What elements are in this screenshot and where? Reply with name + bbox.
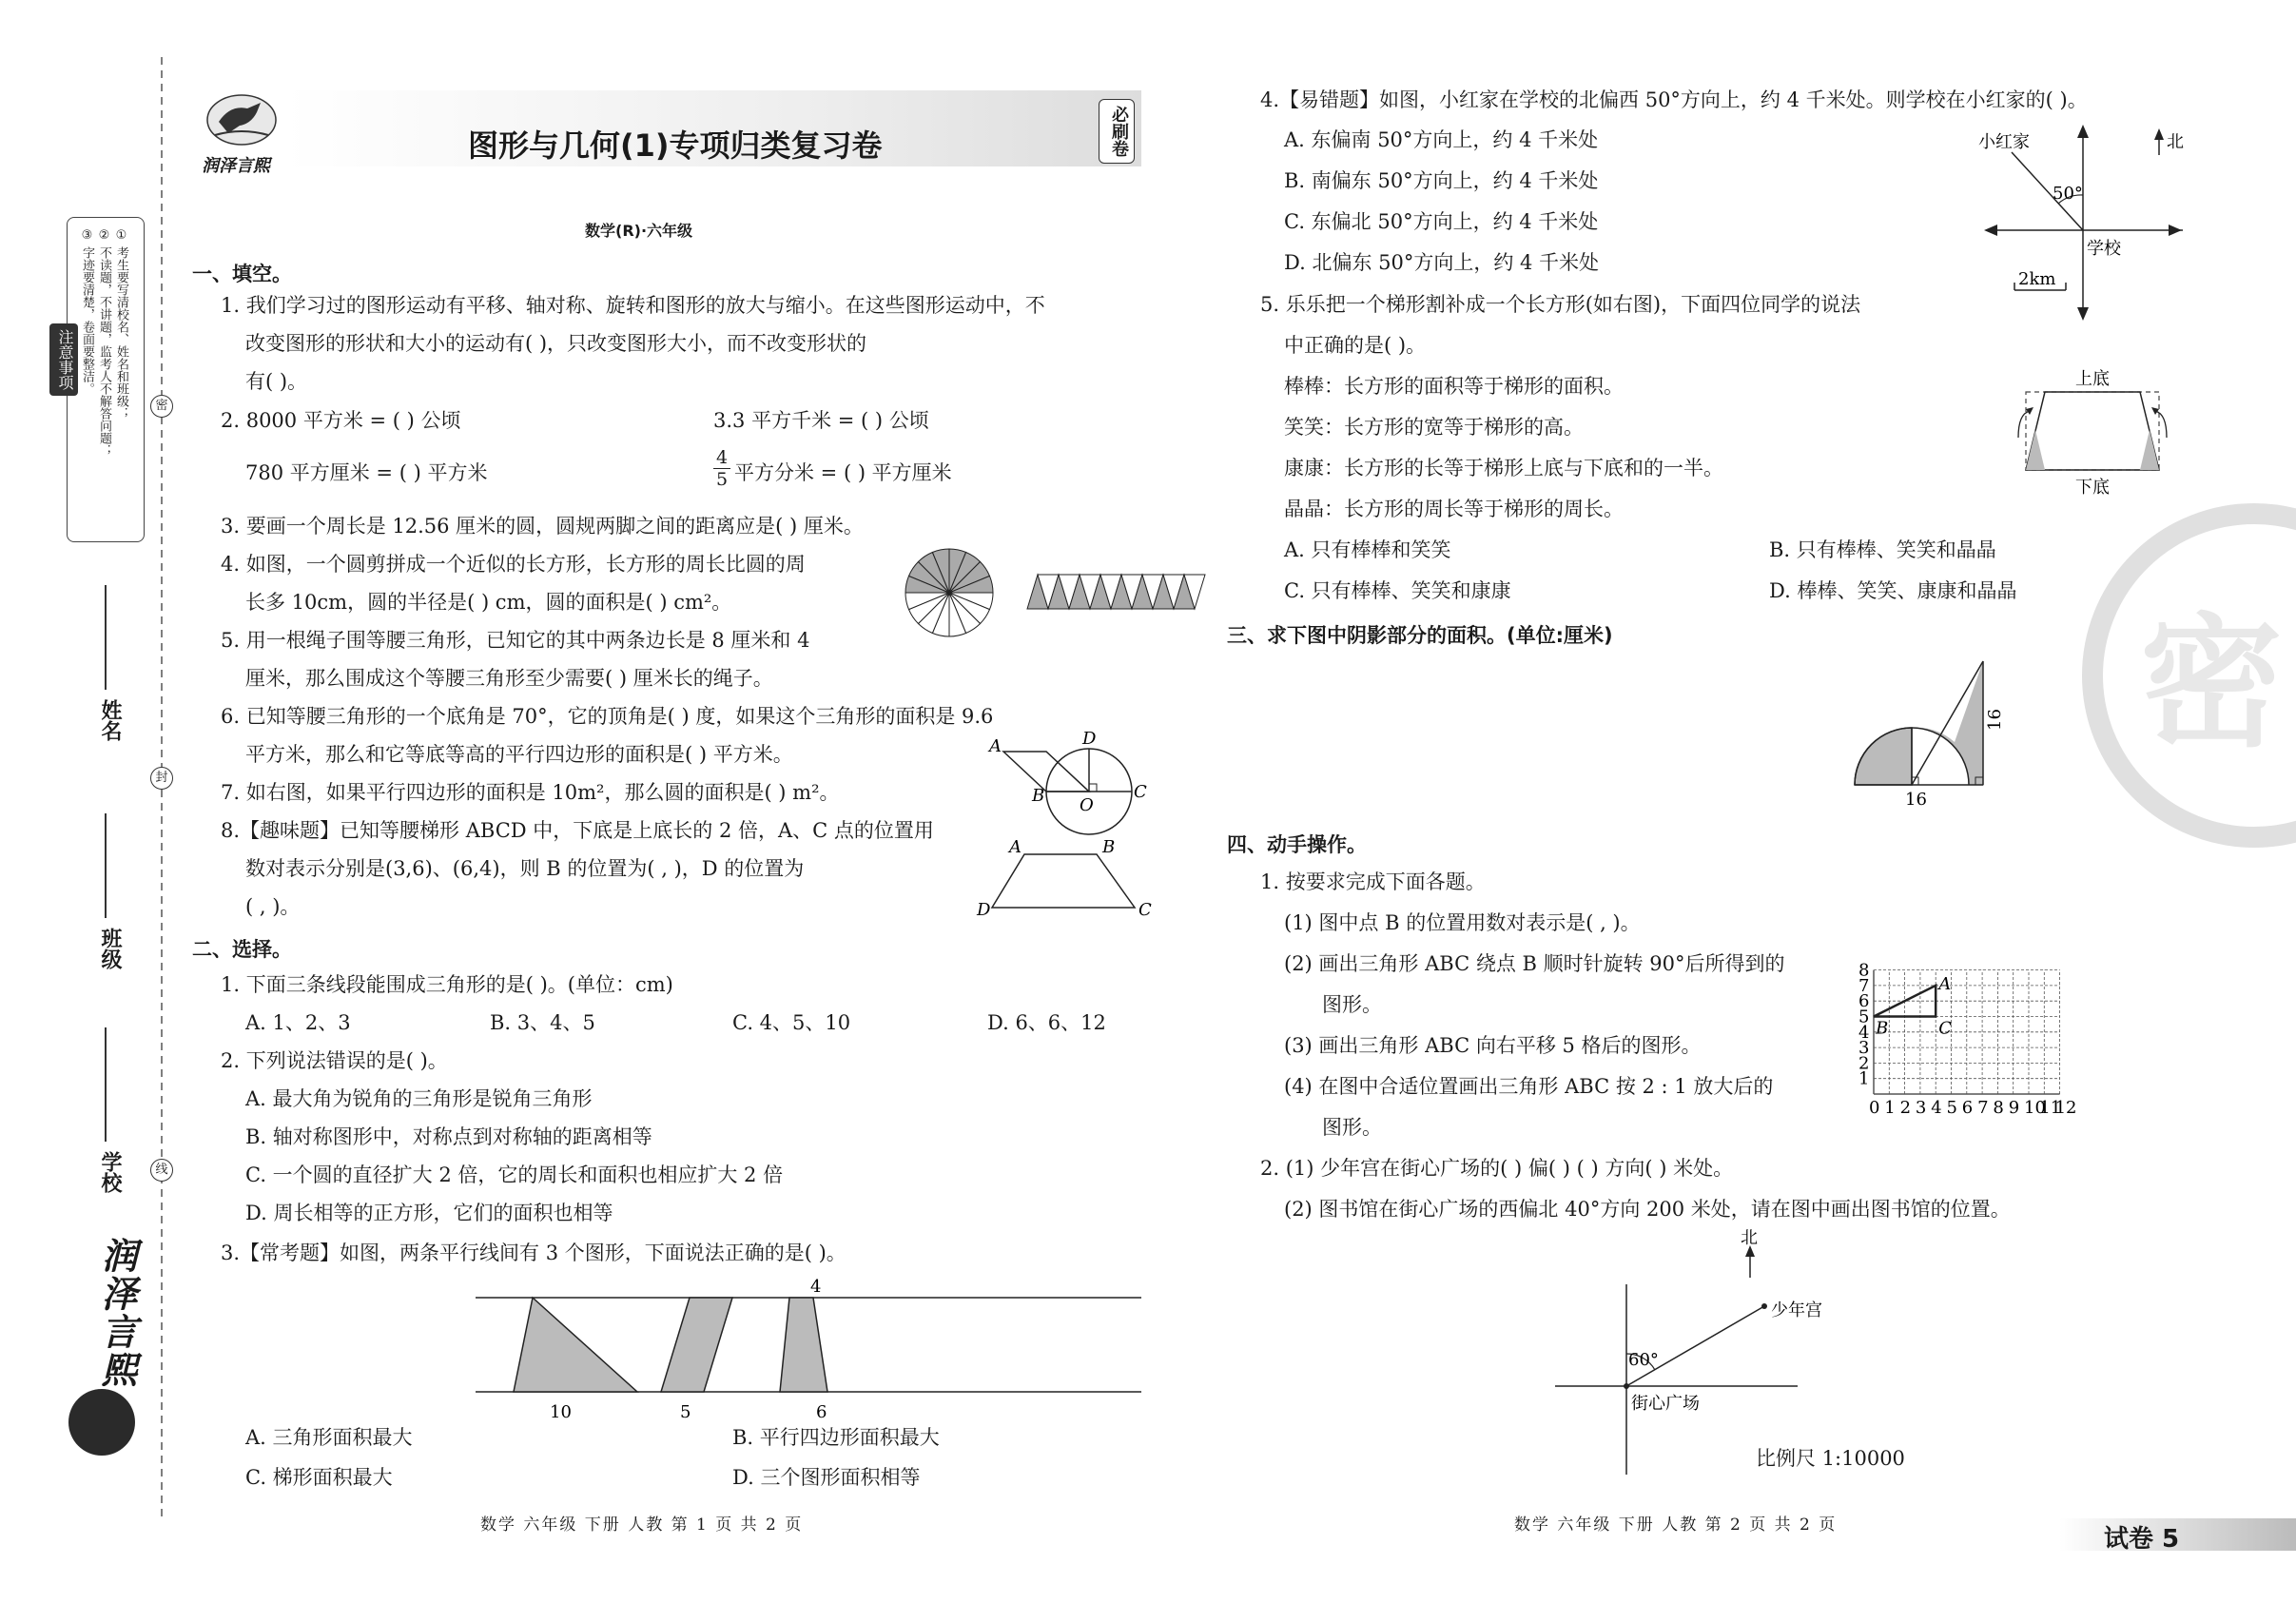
footer-right: 数学 六年级 下册 人教 第 2 页 共 2 页 [1514,1515,1838,1535]
choice-q5-opt-a[interactable]: A. 只有棒棒和笑笑 [1284,538,1451,561]
watermark-stamp [2073,504,2296,847]
choice-q1-opt-d[interactable]: D. 6、6、12 [987,1011,1106,1034]
school-line[interactable] [105,1027,107,1142]
compass-north-label: 北 [2167,132,2184,152]
q8-label-C: C [1138,900,1152,920]
grid-x-tick-label: 0 [1869,1098,1880,1118]
grid-x-tick-label: 9 [2008,1098,2020,1118]
fill-q7: 7. 如右图，如果平行四边形的面积是 10m²，那么圆的面积是( ) m²。 [221,781,840,804]
choice-q5-opt-c[interactable]: C. 只有棒棒、笑笑和康康 [1284,579,1511,602]
fill-q2-a: 2. 8000 平方米 = ( ) 公顷 [221,409,461,432]
notice-title: 注意事项 [49,323,78,396]
ops-q1-2-line1: (2) 画出三角形 ABC 绕点 B 顺时针旋转 90°后所得到的 [1284,952,1785,975]
grid-y-tick-label: 1 [1858,1068,1870,1089]
section-ops: 四、动手操作。 [1227,833,1367,856]
choice-q5-s1: 棒棒：长方形的面积等于梯形的面积。 [1284,375,1624,398]
choice-q4: 4.【易错题】如图，小红家在学校的北偏西 50°方向上，约 4 千米处。则学校在小红家的( )。 [1260,88,2088,111]
ops-q2-2: (2) 图书馆在街心广场的西偏北 40°方向 200 米处，请在图中画出图书馆的位置。 [1284,1198,2011,1221]
fill-q5-line2: 厘米，那么围成这个等腰三角形至少需要( ) 厘米长的绳子。 [245,667,773,690]
footer-tag: 试卷 5 [2104,1525,2180,1554]
choice-q3-opt-d[interactable]: D. 三个图形面积相等 [732,1466,921,1489]
brand-logo-icon [68,1389,135,1456]
grid-x-tick-label: 12 [2054,1098,2077,1118]
angle-label: 50° [2053,184,2083,204]
grid-x-tick-label: 4 [1931,1098,1942,1118]
label-5: 5 [680,1402,691,1422]
grid-y-tick-label: 6 [1858,991,1870,1012]
map-angle-label: 60° [1628,1350,1659,1370]
seal-xian: 线 [150,1159,173,1182]
choice-q2: 2. 下列说法错误的是( )。 [221,1049,448,1072]
parallel-shapes-figure [476,1275,1141,1422]
fill-q4-line2: 长多 10cm，圆的半径是( ) cm，圆的面积是( ) cm²。 [245,591,732,614]
ops-q1-4-line1: (4) 在图中合适位置画出三角形 ABC 按 2 : 1 放大后的 [1284,1075,1774,1098]
section-choice: 二、选择。 [192,938,292,961]
fill-q2-b: 3.3 平方千米 = ( ) 公顷 [713,409,929,432]
choice-q4-opt-a[interactable]: A. 东偏南 50°方向上，约 4 千米处 [1284,128,1599,151]
fraction [713,447,730,490]
triangle-shape [514,1298,637,1392]
ops-q1-3: (3) 画出三角形 ABC 向右平移 5 格后的图形。 [1284,1034,1702,1057]
grid-x-tick-label: 1 [1884,1098,1896,1118]
grid-y-tick-label: 3 [1858,1038,1870,1059]
horse-logo-icon [202,91,282,148]
choice-q1-opt-b[interactable]: B. 3、4、5 [490,1011,595,1034]
q8-label-D: D [977,900,991,920]
q8-label-A: A [1009,837,1022,857]
compass-figure [1978,119,2188,319]
name-line[interactable] [105,585,107,690]
grid-x-tick-label: 8 [1993,1098,2004,1118]
choice-q5-opt-d[interactable]: D. 棒棒、笑笑、康康和晶晶 [1769,579,2017,602]
ops-q1-2-line2: 图形。 [1322,993,1382,1016]
coordinate-grid[interactable] [1850,909,2154,1127]
point-a-label: A [1938,973,1952,994]
map-scale: 比例尺 1:10000 [1756,1447,1905,1470]
fill-q5-line1: 5. 用一根绳子围等腰三角形，已知它的其中两条边长是 8 厘米和 4 [221,629,810,652]
seal-feng: 封 [150,767,173,790]
q7-label-O: O [1080,795,1094,815]
fill-q4-line1: 4. 如图，一个圆剪拼成一个近似的长方形，长方形的周长比圆的周 [221,553,806,576]
logo-text: 润泽言熙 [202,156,270,176]
choice-q3-opt-a[interactable]: A. 三角形面积最大 [245,1426,413,1449]
notice-item: ② 不读题，不讲题，监考人不解答问题； [97,228,111,458]
home-label: 小红家 [1978,132,2030,152]
fill-q3: 3. 要画一个周长是 12.56 厘米的圆，圆规两脚之间的距离应是( ) 厘米。 [221,515,864,538]
section-shaded: 三、求下图中阴影部分的面积。(单位:厘米) [1227,624,1613,647]
fraction-denominator: 5 [715,469,729,490]
notice-item: ① 考生要写清校名、姓名和班级； [114,228,128,420]
footer-left: 数学 六年级 下册 人教 第 1 页 共 2 页 [480,1515,804,1535]
page-title: 图形与几何(1)专项归类复习卷 [468,127,883,164]
section-fill: 一、填空。 [192,263,292,285]
ops-q1-4-line2: 图形。 [1322,1116,1382,1139]
fill-q8-line2: 数对表示分别是(3,6)、(6,4)，则 B 的位置为( , )，D 的位置为 [245,857,805,880]
choice-q2-opt-d[interactable]: D. 周长相等的正方形，它们的面积也相等 [245,1202,613,1224]
grid-y-tick-label: 5 [1858,1007,1870,1027]
q8-label-B: B [1102,837,1116,857]
notice-items [78,228,129,533]
choice-q4-opt-c[interactable]: C. 东偏北 50°方向上，约 4 千米处 [1284,210,1599,233]
class-line[interactable] [105,813,107,918]
choice-q5-s3: 康康：长方形的长等于梯形上底与下底和的一半。 [1284,457,1723,479]
trapezoid-cut-figure [1997,369,2188,498]
q8-trapezoid [992,854,1135,908]
circle-sectors-figure [904,547,999,642]
grid-y-tick-label: 2 [1858,1053,1870,1074]
school-fig-label: 学校 [2087,239,2121,259]
shaded-area-figure [1850,656,2012,809]
fill-q6-line2: 平方米，那么和它等底等高的平行四边形的面积是( ) 平方米。 [245,743,793,766]
grid-y-tick-label: 4 [1858,1022,1870,1043]
choice-q5-s2: 笑笑：长方形的宽等于梯形的高。 [1284,416,1584,439]
binding-dashed-line [160,0,169,1623]
fill-q1-line1: 1. 我们学习过的图形运动有平移、轴对称、旋转和图形的放大与缩小。在这些图形运动中，不 [221,294,1045,317]
ops-q1: 1. 按要求完成下面各题。 [1260,870,1486,893]
choice-q2-opt-b[interactable]: B. 轴对称图形中，对称点到对称轴的距离相等 [245,1125,652,1148]
map-north-label: 北 [1741,1228,1758,1248]
grid-x-tick-label: 11 [2039,1098,2062,1118]
choice-q1-opt-a[interactable]: A. 1、2、3 [245,1011,351,1034]
point-b-label: B [1876,1018,1889,1039]
palace-label: 少年宫 [1771,1300,1822,1320]
q7-label-A: A [989,736,1002,756]
seal-mi: 密 [150,395,173,418]
fill-q8-line3: ( , )。 [245,895,301,918]
choice-q1-opt-c[interactable]: C. 4、5、10 [732,1011,851,1034]
q8-trapezoid-figure [975,837,1156,920]
bottom-base-label: 下底 [2075,478,2110,498]
q7-label-D: D [1082,729,1097,749]
label-10: 10 [550,1402,572,1422]
grid-x-tick-label: 5 [1946,1098,1957,1118]
choice-q2-opt-c[interactable]: C. 一个圆的直径扩大 2 倍，它的周长和面积也相应扩大 2 倍 [245,1163,784,1186]
choice-q3: 3.【常考题】如图，两条平行线间有 3 个图形，下面说法正确的是( )。 [221,1242,846,1264]
choice-q4-opt-d[interactable]: D. 北偏东 50°方向上，约 4 千米处 [1284,251,1600,274]
fill-q1-line2: 改变图形的形状和大小的运动有( )，只改变图形大小，而不改变形状的 [245,332,867,355]
fraction-numerator: 4 [713,447,730,469]
stamp-badge: 必刷卷 [1099,99,1135,164]
choice-q2-opt-a[interactable]: A. 最大角为锐角的三角形是锐角三角形 [245,1087,593,1110]
parallelogram-shape [661,1298,732,1392]
fill-q1-line3: 有( )。 [245,370,308,393]
grid-y-tick-label: 7 [1858,975,1870,996]
choice-q5-opt-b[interactable]: B. 只有棒棒、笑笑和晶晶 [1769,538,1996,561]
class-label: 班级 [98,928,122,969]
q7-label-B: B [1032,786,1045,806]
grid-x-tick-label: 2 [1899,1098,1912,1118]
fill-q6-line1: 6. 已知等腰三角形的一个底角是 70°，它的顶角是( ) 度，如果这个三角形的面积是 9.6 [221,705,994,728]
grid-x-tick-label: 6 [1961,1098,1974,1118]
q7-figure [989,729,1151,837]
grid-x-tick-label: 3 [1915,1098,1927,1118]
subtitle: 数学(R)·六年级 [585,222,693,240]
choice-q5-line2: 中正确的是( )。 [1284,334,1427,357]
fill-q2-c: 780 平方厘米 = ( ) 平方米 [245,461,488,484]
scale-label: 2km [2018,269,2056,289]
choice-q1: 1. 下面三条线段能围成三角形的是( )。(单位：cm) [221,973,673,996]
choice-q3-opt-b[interactable]: B. 平行四边形面积最大 [732,1426,940,1449]
trapezoid-shape [780,1298,827,1392]
point-c-label: C [1938,1018,1952,1039]
name-label: 姓名 [98,699,122,741]
choice-q5-line1: 5. 乐乐把一个梯形割补成一个长方形(如右图)，下面四位同学的说法 [1260,293,1861,316]
choice-q4-opt-b[interactable]: B. 南偏东 50°方向上，约 4 千米处 [1284,169,1599,192]
palace-direction-line [1626,1306,1764,1386]
grid-y-tick-label: 8 [1858,960,1870,981]
shaded-base-label: 16 [1905,790,1927,810]
choice-q3-opt-c[interactable]: C. 梯形面积最大 [245,1466,393,1489]
q7-label-C: C [1134,782,1147,802]
shaded-height-label: 16 [1985,709,2005,731]
brand-vertical: 润泽言熙 [95,1237,137,1389]
ops-q2-1: 2. (1) 少年宫在街心广场的( ) 偏( ) ( ) 方向( ) 米处。 [1260,1157,1734,1180]
label-6: 6 [816,1402,827,1422]
notice-item: ③ 字迹要清楚，卷面要整洁。 [80,228,94,396]
fill-q8-line1: 8.【趣味题】已知等腰梯形 ABCD 中，下底是上底长的 2 倍，A、C 点的位置用 [221,819,934,842]
choice-q5-s4: 晶晶：长方形的周长等于梯形的周长。 [1284,498,1624,520]
rectangle-sectors-figure [1027,571,1217,628]
square-label: 街心广场 [1631,1394,1700,1414]
map-figure[interactable] [1550,1228,1855,1479]
label-4: 4 [810,1277,822,1297]
svg-text:密: 密 [2140,601,2284,767]
ops-q1-1: (1) 图中点 B 的位置用数对表示是( , )。 [1284,911,1641,934]
school-label: 学校 [98,1151,122,1193]
grid-x-tick-label: 10 [2024,1098,2046,1118]
grid-x-tick-label: 7 [1977,1098,1989,1118]
top-base-label: 上底 [2075,369,2110,389]
trapezoid-outline [2026,392,2159,470]
fill-q2-d: 平方分米 = ( ) 平方厘米 [734,461,952,484]
